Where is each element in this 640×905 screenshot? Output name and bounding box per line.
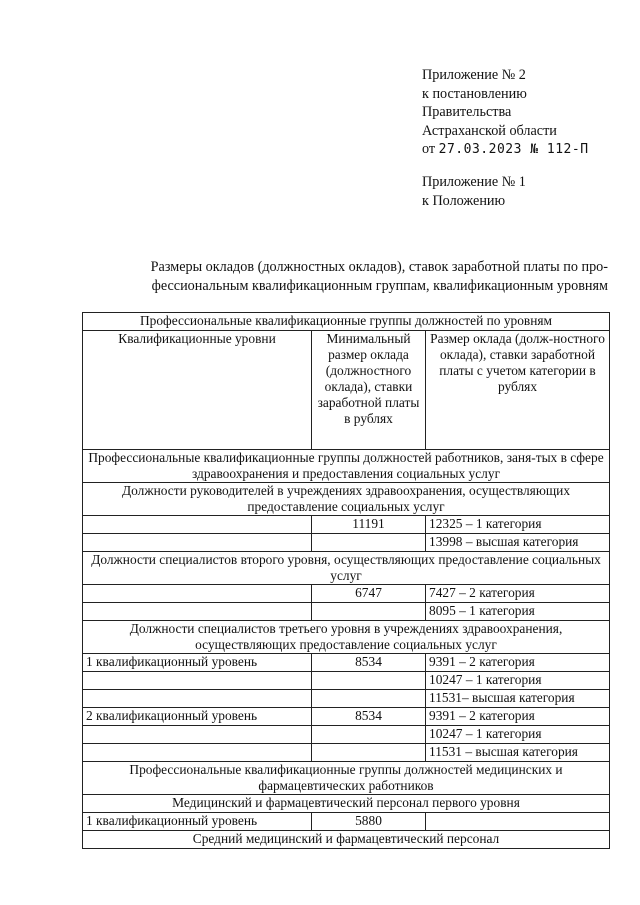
category-salary-cell: 12325 – 1 категория [426, 516, 610, 534]
table-row [83, 672, 610, 690]
appendix2-title: Приложение № 1 [422, 174, 526, 190]
level-cell [83, 585, 312, 603]
table-row [83, 585, 610, 603]
min-salary-cell [312, 744, 426, 762]
level-cell: 1 квалификационный уровень [83, 654, 312, 672]
subgroup-first-level-medical: Медицинский и фармацевтический персонал первого уровня [83, 795, 610, 813]
min-salary-cell: 11191 [312, 516, 426, 534]
min-salary-cell [312, 726, 426, 744]
table-row [83, 690, 610, 708]
level-cell [83, 516, 312, 534]
table-row [83, 534, 610, 552]
table-title-row [83, 313, 610, 331]
category-salary-cell: 11531– высшая категория [426, 690, 610, 708]
table-row [83, 516, 610, 534]
header-qualification-levels: Квалификационные уровни [83, 331, 312, 450]
appendix-government: Правительства [422, 104, 512, 121]
category-salary-cell: 10247 – 1 категория [426, 726, 610, 744]
table-header-row [83, 331, 610, 450]
appendix-region: Астраханской области [422, 122, 557, 139]
level-cell: 2 квалификационный уровень [83, 708, 312, 726]
subgroup-row [83, 831, 610, 849]
min-salary-cell: 8534 [312, 654, 426, 672]
appendix2-to-regulation: к Положению [422, 192, 506, 209]
table-row [83, 603, 610, 621]
appendix-to-regulation-block [422, 173, 622, 210]
subgroup-row [83, 795, 610, 813]
category-salary-cell: 9391 – 2 категория [426, 708, 610, 726]
table-row [83, 744, 610, 762]
table-row [83, 654, 610, 672]
category-salary-cell: 11531 – высшая категория [426, 744, 610, 762]
min-salary-cell: 8534 [312, 708, 426, 726]
level-cell [83, 744, 312, 762]
header-category-salary: Размер оклада (долж-ностного оклада), ставки заработной платы с учетом категории в рублях [426, 331, 610, 450]
subgroup-second-level: Должности специалистов второго уровня, осуществляющих предоставление социальных услуг [83, 552, 610, 585]
group-healthcare-social: Профессиональные квалификационные группы должностей работников, заня-тых в сфере здравоохранения и предоставления социальных услуг [83, 450, 610, 483]
group-row [83, 450, 610, 483]
group-row [83, 762, 610, 795]
min-salary-cell: 5880 [312, 813, 426, 831]
category-salary-cell: 8095 – 1 категория [426, 603, 610, 621]
level-cell [83, 603, 312, 621]
heading-line-1: Размеры окладов (должностных окладов), ставок заработной платы по про- [150, 259, 608, 275]
category-salary-cell: 9391 – 2 категория [426, 654, 610, 672]
min-salary-cell [312, 603, 426, 621]
subgroup-row [83, 621, 610, 654]
salary-table [82, 312, 610, 849]
table-row [83, 726, 610, 744]
category-salary-cell: 7427 – 2 категория [426, 585, 610, 603]
category-salary-cell: 13998 – высшая категория [426, 534, 610, 552]
level-cell [83, 690, 312, 708]
min-salary-cell: 6747 [312, 585, 426, 603]
decree-date-number: 27.03.2023 № 112-П [438, 142, 589, 158]
category-salary-cell [426, 813, 610, 831]
header-min-salary: Минимальный размер оклада (должностного оклада), ставки заработной платы в рублях [312, 331, 426, 450]
min-salary-cell [312, 690, 426, 708]
table-title: Профессиональные квалификационные группы должностей по уровням [83, 313, 610, 331]
document-heading [100, 258, 608, 295]
level-cell [83, 534, 312, 552]
subgroup-managers: Должности руководителей в учреждениях здравоохранения, осуществляющих предоставление социальных услуг [83, 483, 610, 516]
decree-prefix: от [422, 141, 436, 158]
subgroup-row [83, 552, 610, 585]
appendix-block [422, 66, 622, 160]
level-cell [83, 726, 312, 744]
decree-line [422, 140, 622, 160]
min-salary-cell [312, 534, 426, 552]
level-cell: 1 квалификационный уровень [83, 813, 312, 831]
table-row [83, 813, 610, 831]
group-medical-pharma: Профессиональные квалификационные группы должностей медицинских и фармацевтических работников [83, 762, 610, 795]
min-salary-cell [312, 672, 426, 690]
subgroup-row [83, 483, 610, 516]
appendix-title: Приложение № 2 [422, 67, 526, 83]
heading-line-2: фессиональным квалификационным группам, квалификационным уровням [151, 277, 608, 294]
appendix-to-decree: к постановлению [422, 85, 527, 102]
subgroup-third-level: Должности специалистов третьего уровня в учреждениях здравоохранения, осуществляющих предоставление социальных услуг [83, 621, 610, 654]
subgroup-middle-medical: Средний медицинский и фармацевтический персонал [83, 831, 610, 849]
category-salary-cell: 10247 – 1 категория [426, 672, 610, 690]
table-row [83, 708, 610, 726]
level-cell [83, 672, 312, 690]
